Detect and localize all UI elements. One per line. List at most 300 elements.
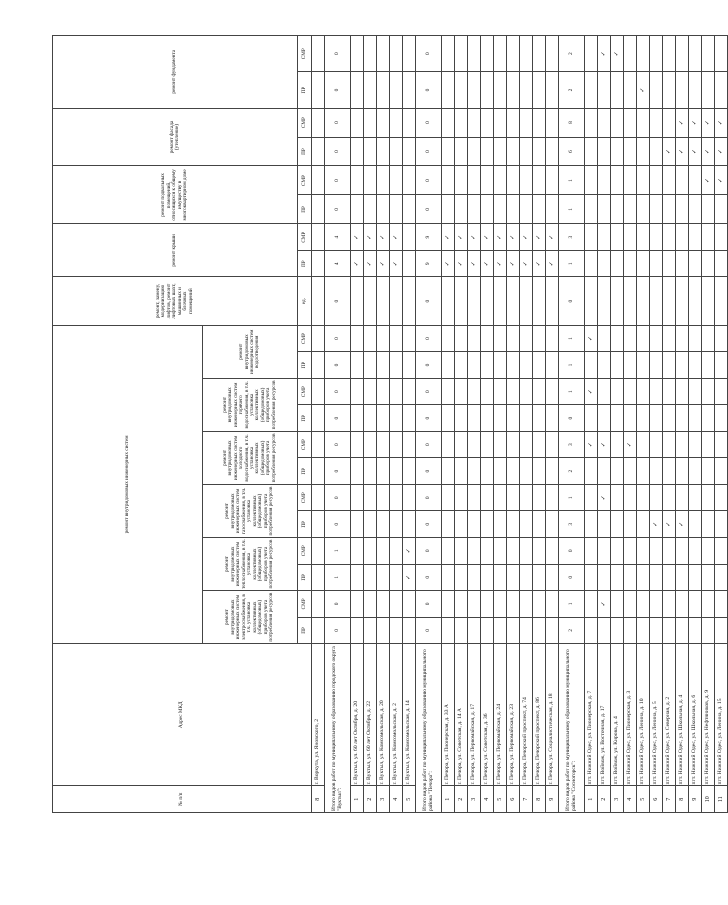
value-cell bbox=[351, 617, 364, 644]
address-cell: г. Печора, ул. Первомайская, д. 17 bbox=[468, 644, 481, 786]
value-cell bbox=[520, 166, 533, 195]
value-cell bbox=[715, 250, 728, 277]
value-cell bbox=[598, 224, 611, 251]
value-cell bbox=[637, 195, 650, 224]
value-cell bbox=[715, 36, 728, 72]
sub-smr: СМР bbox=[298, 484, 312, 511]
value-cell bbox=[403, 72, 416, 108]
value-cell bbox=[468, 405, 481, 432]
value-cell: 0 bbox=[416, 484, 442, 511]
check-mark-icon bbox=[585, 431, 598, 458]
row-number: 6 bbox=[650, 786, 663, 813]
row-number: 3 bbox=[611, 786, 624, 813]
value-cell bbox=[468, 195, 481, 224]
value-cell bbox=[689, 277, 702, 325]
row-number: 8 bbox=[533, 786, 546, 813]
value-cell bbox=[390, 378, 403, 405]
value-cell bbox=[312, 195, 325, 224]
value-cell bbox=[455, 166, 468, 195]
value-cell bbox=[377, 352, 390, 379]
value-cell bbox=[390, 538, 403, 565]
address-cell: пгт. Нижний Одес, ул. Ленина, д. 5 bbox=[650, 644, 663, 786]
value-cell bbox=[702, 352, 715, 379]
value-cell bbox=[442, 431, 455, 458]
value-cell bbox=[377, 431, 390, 458]
value-cell: 0 bbox=[559, 277, 585, 325]
value-cell bbox=[702, 591, 715, 618]
value-cell bbox=[364, 484, 377, 511]
value-cell bbox=[624, 166, 637, 195]
address-cell: г. Вуктыл, ул. Комсомольская, д. 14 bbox=[403, 644, 416, 786]
value-cell bbox=[650, 224, 663, 251]
value-cell bbox=[663, 108, 676, 137]
value-cell bbox=[650, 137, 663, 166]
row-number: 5 bbox=[403, 786, 416, 813]
value-cell bbox=[312, 484, 325, 511]
value-cell bbox=[468, 277, 481, 325]
value-cell bbox=[598, 511, 611, 538]
value-cell: 3 bbox=[559, 431, 585, 458]
value-cell bbox=[715, 378, 728, 405]
value-cell: 1 bbox=[559, 195, 585, 224]
value-cell bbox=[481, 458, 494, 485]
value-cell bbox=[507, 277, 520, 325]
value-cell bbox=[390, 72, 403, 108]
value-cell bbox=[663, 378, 676, 405]
value-cell bbox=[689, 166, 702, 195]
value-cell bbox=[494, 325, 507, 352]
value-cell: 1 bbox=[559, 484, 585, 511]
value-cell bbox=[533, 195, 546, 224]
value-cell bbox=[546, 166, 559, 195]
address-cell: г. Вуктыл, ул. 60 лет Октября, д. 20 bbox=[351, 644, 364, 786]
value-cell bbox=[689, 378, 702, 405]
value-cell bbox=[403, 108, 416, 137]
check-mark-icon bbox=[442, 224, 455, 251]
value-cell bbox=[546, 484, 559, 511]
value-cell bbox=[585, 617, 598, 644]
sub-pr: ПР bbox=[298, 250, 312, 277]
value-cell: 0 bbox=[325, 617, 351, 644]
check-mark-icon bbox=[351, 224, 364, 251]
value-cell bbox=[351, 591, 364, 618]
value-cell bbox=[494, 277, 507, 325]
value-cell bbox=[546, 378, 559, 405]
check-mark-icon bbox=[598, 484, 611, 511]
value-cell bbox=[650, 250, 663, 277]
sub-pr: ПР bbox=[298, 352, 312, 379]
value-cell bbox=[312, 137, 325, 166]
value-cell bbox=[390, 564, 403, 591]
value-cell bbox=[455, 378, 468, 405]
value-cell: 0 bbox=[325, 591, 351, 618]
value-cell bbox=[689, 617, 702, 644]
value-cell: 1 bbox=[559, 325, 585, 352]
address-cell: пгт. Нижний Одес, ул. Пионерская, д. 7 bbox=[585, 644, 598, 786]
value-cell: 0 bbox=[325, 166, 351, 195]
check-mark-icon bbox=[676, 137, 689, 166]
check-mark-icon bbox=[455, 224, 468, 251]
value-cell bbox=[507, 72, 520, 108]
value-cell bbox=[468, 72, 481, 108]
value-cell bbox=[351, 538, 364, 565]
value-cell bbox=[663, 484, 676, 511]
value-cell bbox=[715, 538, 728, 565]
value-cell bbox=[637, 591, 650, 618]
value-cell bbox=[637, 511, 650, 538]
value-cell: 1 bbox=[559, 166, 585, 195]
value-cell bbox=[715, 352, 728, 379]
table-row bbox=[390, 36, 403, 813]
value-cell bbox=[533, 325, 546, 352]
value-cell bbox=[364, 405, 377, 432]
value-cell bbox=[533, 352, 546, 379]
value-cell bbox=[676, 277, 689, 325]
lift-header: ремонт, замену, модернизацию лифтов, ремонт лифтовых шахт, машинных и блочных помещений bbox=[53, 277, 298, 325]
value-cell bbox=[520, 195, 533, 224]
row-number: 2 bbox=[364, 786, 377, 813]
value-cell bbox=[611, 484, 624, 511]
value-cell bbox=[442, 378, 455, 405]
value-cell bbox=[663, 325, 676, 352]
address-cell: г. Печора, ул. Социалистическая, д. 18 bbox=[546, 644, 559, 786]
value-cell bbox=[455, 431, 468, 458]
value-cell bbox=[390, 137, 403, 166]
value-cell bbox=[377, 405, 390, 432]
value-cell bbox=[637, 108, 650, 137]
value-cell bbox=[715, 511, 728, 538]
value-cell bbox=[650, 166, 663, 195]
value-cell bbox=[676, 458, 689, 485]
address-cell: пгт. Нижний Одес, ул. Школьная, д. 4 bbox=[676, 644, 689, 786]
value-cell bbox=[377, 564, 390, 591]
value-cell bbox=[650, 405, 663, 432]
address-cell: пгт. Нижний Одес, ул. Северная, д. 2 bbox=[663, 644, 676, 786]
sub-pr: ПР bbox=[298, 511, 312, 538]
value-cell bbox=[650, 484, 663, 511]
value-cell bbox=[312, 250, 325, 277]
value-cell: 4 bbox=[325, 224, 351, 251]
value-cell: 0 bbox=[416, 325, 442, 352]
value-cell bbox=[494, 484, 507, 511]
row-number: 9 bbox=[546, 786, 559, 813]
value-cell bbox=[455, 195, 468, 224]
value-cell bbox=[390, 511, 403, 538]
value-cell: 8 bbox=[559, 108, 585, 137]
row-number: 4 bbox=[624, 786, 637, 813]
value-cell bbox=[507, 564, 520, 591]
value-cell bbox=[676, 617, 689, 644]
row-number: 2 bbox=[598, 786, 611, 813]
value-cell: 0 bbox=[325, 36, 351, 72]
value-cell bbox=[533, 405, 546, 432]
value-cell bbox=[663, 564, 676, 591]
value-cell bbox=[390, 166, 403, 195]
value-cell bbox=[637, 431, 650, 458]
address-cell: пгт. Нижний Одес, ул. Ленина, д. 10 bbox=[637, 644, 650, 786]
value-cell bbox=[455, 36, 468, 72]
check-mark-icon bbox=[637, 72, 650, 108]
address-cell: г. Печора, ул. Первомайская, д. 23 bbox=[507, 644, 520, 786]
value-cell bbox=[624, 564, 637, 591]
value-cell bbox=[533, 538, 546, 565]
total-row bbox=[416, 36, 442, 813]
value-cell bbox=[689, 511, 702, 538]
table-row bbox=[520, 36, 533, 813]
check-mark-icon bbox=[611, 36, 624, 72]
value-cell bbox=[585, 405, 598, 432]
value-cell bbox=[715, 591, 728, 618]
value-cell bbox=[676, 72, 689, 108]
row-number: 1 bbox=[351, 786, 364, 813]
check-mark-icon bbox=[468, 250, 481, 277]
value-cell bbox=[624, 538, 637, 565]
value-cell bbox=[650, 108, 663, 137]
sub-ed: ед. bbox=[298, 277, 312, 325]
value-cell bbox=[507, 325, 520, 352]
value-cell bbox=[520, 538, 533, 565]
value-cell bbox=[377, 484, 390, 511]
table-row bbox=[481, 36, 494, 813]
value-cell bbox=[364, 564, 377, 591]
value-cell bbox=[676, 484, 689, 511]
value-cell bbox=[442, 591, 455, 618]
value-cell bbox=[624, 224, 637, 251]
table-row bbox=[598, 36, 611, 813]
check-mark-icon bbox=[507, 250, 520, 277]
value-cell bbox=[351, 325, 364, 352]
row-number: 6 bbox=[507, 786, 520, 813]
value-cell bbox=[377, 36, 390, 72]
value-cell: 2 bbox=[559, 458, 585, 485]
value-cell bbox=[468, 137, 481, 166]
value-cell bbox=[650, 564, 663, 591]
value-cell bbox=[403, 484, 416, 511]
value-cell bbox=[377, 378, 390, 405]
table-row bbox=[585, 36, 598, 813]
value-cell bbox=[377, 72, 390, 108]
value-cell bbox=[468, 431, 481, 458]
value-cell bbox=[546, 591, 559, 618]
value-cell bbox=[312, 325, 325, 352]
value-cell bbox=[351, 195, 364, 224]
value-cell: 2 bbox=[559, 72, 585, 108]
check-mark-icon bbox=[650, 511, 663, 538]
value-cell bbox=[455, 564, 468, 591]
row-number: 3 bbox=[377, 786, 390, 813]
sub-smr: СМР bbox=[298, 108, 312, 137]
address-cell: г. Воркута, ул. Яновского, 2 bbox=[312, 644, 325, 786]
value-cell bbox=[442, 352, 455, 379]
facade-header: ремонт фасада (утепление) bbox=[53, 108, 298, 166]
value-cell bbox=[377, 538, 390, 565]
value-cell bbox=[312, 108, 325, 137]
sub-pr: ПР bbox=[298, 72, 312, 108]
value-cell bbox=[533, 591, 546, 618]
value-cell bbox=[546, 617, 559, 644]
value-cell bbox=[689, 484, 702, 511]
value-cell bbox=[663, 224, 676, 251]
gas-system-header: ремонт внутридомовых инженерных систем газоснабжения, в т.ч. установка коллективных (общедомовых) приборов учета потребления ресурсов bbox=[203, 484, 298, 537]
value-cell bbox=[364, 36, 377, 72]
value-cell bbox=[468, 564, 481, 591]
value-cell: 1 bbox=[559, 352, 585, 379]
check-mark-icon bbox=[663, 511, 676, 538]
value-cell bbox=[624, 591, 637, 618]
value-cell bbox=[312, 166, 325, 195]
value-cell bbox=[689, 591, 702, 618]
value-cell bbox=[585, 36, 598, 72]
value-cell: 9 bbox=[416, 224, 442, 251]
value-cell bbox=[481, 431, 494, 458]
value-cell bbox=[702, 72, 715, 108]
value-cell: 0 bbox=[559, 564, 585, 591]
address-cell: г. Печора, ул. Советская, д. 14 А bbox=[455, 644, 468, 786]
value-cell bbox=[403, 277, 416, 325]
value-cell bbox=[364, 195, 377, 224]
sub-smr: СМР bbox=[298, 378, 312, 405]
value-cell bbox=[533, 277, 546, 325]
value-cell bbox=[676, 352, 689, 379]
value-cell: 0 bbox=[325, 511, 351, 538]
value-cell: 0 bbox=[325, 108, 351, 137]
value-cell bbox=[702, 617, 715, 644]
value-cell bbox=[624, 325, 637, 352]
address-cell: пгт. Нижний Одес, ул. Нефтяников, д. 9 bbox=[702, 644, 715, 786]
value-cell bbox=[650, 325, 663, 352]
value-cell bbox=[611, 325, 624, 352]
value-cell bbox=[442, 325, 455, 352]
value-cell bbox=[520, 352, 533, 379]
value-cell bbox=[624, 108, 637, 137]
value-cell bbox=[468, 538, 481, 565]
check-mark-icon bbox=[702, 166, 715, 195]
table-row bbox=[676, 36, 689, 813]
value-cell bbox=[351, 137, 364, 166]
row-number: 5 bbox=[494, 786, 507, 813]
table-row bbox=[650, 36, 663, 813]
value-cell bbox=[637, 224, 650, 251]
value-cell bbox=[520, 108, 533, 137]
value-cell bbox=[481, 195, 494, 224]
value-cell bbox=[533, 36, 546, 72]
value-cell bbox=[507, 458, 520, 485]
value-cell bbox=[611, 277, 624, 325]
table-row bbox=[637, 36, 650, 813]
value-cell bbox=[676, 591, 689, 618]
value-cell bbox=[312, 224, 325, 251]
value-cell bbox=[364, 72, 377, 108]
value-cell bbox=[533, 617, 546, 644]
value-cell bbox=[663, 72, 676, 108]
heating-system-header: ремонт внутридомовых инженерных систем теплоснабжения, в т.ч. установка коллективных (общедомовых) приборов учета потребления ресурсов bbox=[203, 538, 298, 591]
sub-smr: СМР bbox=[298, 431, 312, 458]
value-cell bbox=[351, 36, 364, 72]
value-cell bbox=[312, 352, 325, 379]
value-cell bbox=[624, 352, 637, 379]
value-cell bbox=[390, 108, 403, 137]
value-cell bbox=[377, 108, 390, 137]
value-cell bbox=[715, 617, 728, 644]
value-cell bbox=[455, 458, 468, 485]
sub-smr: СМР bbox=[298, 591, 312, 618]
value-cell bbox=[312, 458, 325, 485]
table-row bbox=[364, 36, 377, 813]
value-cell: 0 bbox=[325, 72, 351, 108]
value-cell bbox=[520, 564, 533, 591]
sub-pr: ПР bbox=[298, 617, 312, 644]
value-cell bbox=[481, 108, 494, 137]
value-cell bbox=[390, 277, 403, 325]
value-cell bbox=[637, 405, 650, 432]
value-cell bbox=[494, 195, 507, 224]
row-number: 8 bbox=[676, 786, 689, 813]
value-cell bbox=[390, 325, 403, 352]
value-cell bbox=[442, 564, 455, 591]
value-cell bbox=[611, 617, 624, 644]
value-cell bbox=[494, 72, 507, 108]
address-cell: г. Печора, Печорский проспект, д. 74 bbox=[520, 644, 533, 786]
value-cell bbox=[312, 617, 325, 644]
value-cell bbox=[598, 617, 611, 644]
value-cell bbox=[533, 511, 546, 538]
value-cell bbox=[520, 378, 533, 405]
value-cell bbox=[585, 166, 598, 195]
value-cell bbox=[507, 484, 520, 511]
value-cell bbox=[312, 405, 325, 432]
value-cell bbox=[533, 431, 546, 458]
value-cell bbox=[598, 378, 611, 405]
value-cell bbox=[663, 166, 676, 195]
value-cell bbox=[403, 405, 416, 432]
value-cell bbox=[481, 405, 494, 432]
value-cell bbox=[637, 538, 650, 565]
value-cell bbox=[611, 378, 624, 405]
value-cell bbox=[481, 617, 494, 644]
value-cell bbox=[702, 224, 715, 251]
value-cell bbox=[520, 458, 533, 485]
value-cell: 0 bbox=[416, 431, 442, 458]
row-number: 7 bbox=[663, 786, 676, 813]
value-cell: 0 bbox=[416, 405, 442, 432]
table-body bbox=[312, 36, 728, 813]
row-number: 4 bbox=[481, 786, 494, 813]
value-cell bbox=[624, 617, 637, 644]
table-row bbox=[546, 36, 559, 813]
value-cell bbox=[377, 458, 390, 485]
value-cell bbox=[637, 277, 650, 325]
value-cell bbox=[637, 484, 650, 511]
value-cell bbox=[598, 108, 611, 137]
value-cell bbox=[715, 224, 728, 251]
value-cell bbox=[364, 617, 377, 644]
value-cell bbox=[637, 617, 650, 644]
value-cell bbox=[507, 195, 520, 224]
table-row bbox=[624, 36, 637, 813]
sub-pr: ПР bbox=[298, 564, 312, 591]
value-cell bbox=[611, 538, 624, 565]
value-cell bbox=[351, 378, 364, 405]
value-cell bbox=[312, 36, 325, 72]
value-cell bbox=[533, 137, 546, 166]
value-cell bbox=[611, 511, 624, 538]
check-mark-icon bbox=[494, 250, 507, 277]
row-number: 10 bbox=[702, 786, 715, 813]
sub-smr: СМР bbox=[298, 325, 312, 352]
sub-smr: СМР bbox=[298, 166, 312, 195]
value-cell bbox=[637, 352, 650, 379]
total-label: Итого видов работ по муниципальному образованию муниципального района "Печора": bbox=[416, 644, 442, 813]
